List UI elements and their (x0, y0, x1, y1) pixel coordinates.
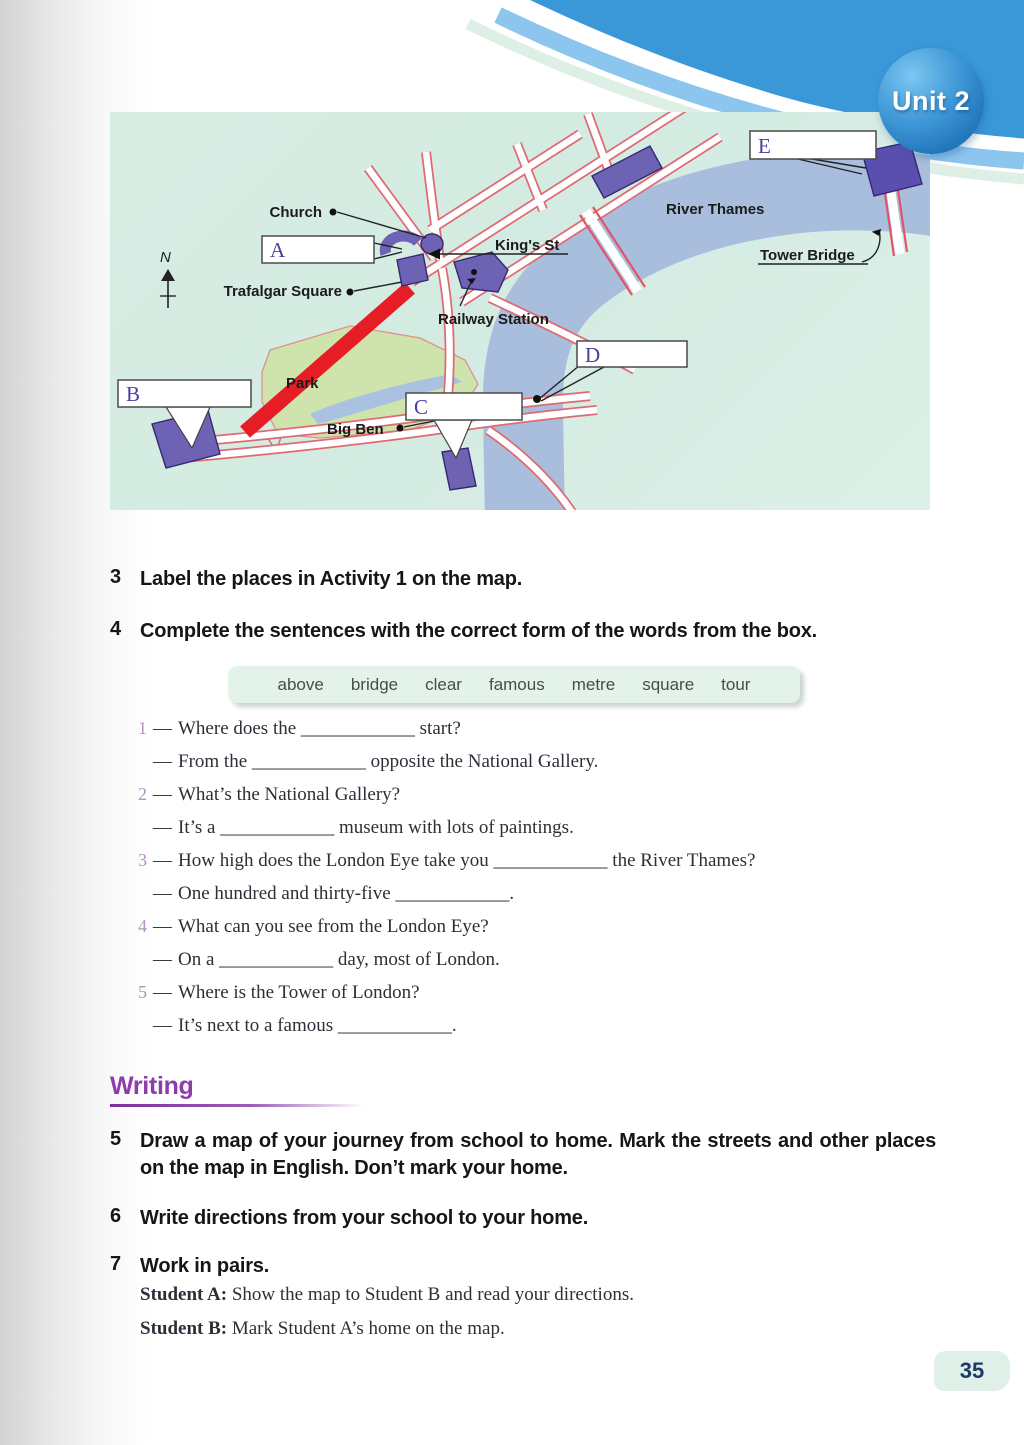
trafalgar-building (397, 254, 428, 286)
word-box-word: tour (721, 674, 751, 694)
label-church: Church (269, 204, 322, 221)
compass-n-letter: N (160, 249, 171, 266)
label-big-ben: Big Ben (327, 421, 384, 438)
label-railway-station: Railway Station (438, 311, 549, 328)
dialogue-line (138, 1015, 457, 1037)
compass-north (160, 249, 176, 308)
label-trafalgar-square: Trafalgar Square (223, 283, 342, 300)
page-number: 35 (959, 1358, 985, 1383)
national-gallery-building (385, 236, 418, 254)
box-letter-b: B (126, 382, 141, 406)
student-b-line (140, 1318, 505, 1340)
dialogue-text: What can you see from the London Eye? (178, 916, 489, 937)
word-box (228, 666, 800, 703)
dialogue-dash: — (153, 949, 172, 970)
dialogue-number: 2 (138, 784, 147, 804)
big-ben-building (442, 448, 476, 490)
dialogue-dash: — (153, 850, 172, 871)
dialogue-dash: — (153, 883, 172, 904)
dialogue-line (138, 817, 574, 839)
dialogue-line (138, 784, 400, 806)
dialogue-dash: — (153, 1015, 172, 1036)
exercise-7-text: Work in pairs. (140, 1255, 270, 1277)
label-park: Park (286, 375, 319, 392)
dialogue-text: What’s the National Gallery? (178, 784, 401, 805)
label-river-thames: River Thames (666, 201, 765, 218)
dialogue-dash: — (153, 751, 172, 772)
box-letter-a: A (270, 238, 286, 262)
box-letter-e: E (758, 134, 771, 158)
exercise-6-text: Write directions from your school to your home. (140, 1207, 589, 1229)
dialogue-line (138, 850, 755, 872)
label-kings-st: King's St (495, 237, 560, 254)
page-number-badge (934, 1351, 1010, 1391)
dialogue-line (138, 949, 500, 971)
dialogue-line (138, 883, 514, 905)
word-box-word: clear (425, 674, 462, 694)
dialogue-text: How high does the London Eye take you ____________ the River Thames? (178, 850, 756, 871)
dialogue-dash: — (153, 817, 172, 838)
exercise-3-text: Label the places in Activity 1 on the map. (140, 568, 523, 590)
dialogue-text: It’s next to a famous ____________. (178, 1015, 457, 1036)
dialogue-dash: — (153, 982, 172, 1003)
exercise-6-number: 6 (110, 1205, 122, 1227)
dialogue-line (138, 916, 489, 938)
exercise-3-number: 3 (110, 566, 122, 588)
student-b-text: Mark Student A’s home on the map. (227, 1318, 505, 1339)
unit-badge (878, 48, 984, 154)
dialogue-text: From the ____________ opposite the National Gallery. (178, 751, 599, 772)
dialogue-number: 3 (138, 850, 147, 870)
word-box-word: above (277, 674, 324, 694)
exercise-5-number: 5 (110, 1128, 122, 1150)
dialogue-line (138, 982, 420, 1004)
london-map (110, 112, 930, 510)
dialogue-dash: — (153, 916, 172, 937)
dialogue-dash: — (153, 718, 172, 739)
exercise-4-number: 4 (110, 618, 122, 640)
dialogue-text: One hundred and thirty-five ____________. (178, 883, 515, 904)
dialogue-line (138, 751, 598, 773)
word-box-word: metre (571, 674, 616, 694)
dialogue-text: Where does the ____________ start? (178, 718, 461, 739)
label-tower-bridge: Tower Bridge (760, 247, 855, 264)
student-a-label: Student A: (140, 1284, 228, 1305)
unit-badge-label: Unit 2 (891, 85, 970, 116)
student-a-text: Show the map to Student B and read your directions. (227, 1284, 634, 1305)
exercise-7-number: 7 (110, 1253, 122, 1275)
exercise-5-text: Draw a map of your journey from school to home. Mark the streets and other places on the map in English. Don’t mark your home. (140, 1130, 936, 1179)
dialogue-text: Where is the Tower of London? (178, 982, 420, 1003)
writing-heading: Writing (110, 1072, 194, 1100)
student-b-label: Student B: (140, 1318, 228, 1339)
dialogue-number: 5 (138, 982, 147, 1002)
railway-station-building (454, 252, 508, 292)
writing-underline (110, 1104, 364, 1107)
exercise-4-text: Complete the sentences with the correct form of the words from the box. (140, 620, 818, 642)
dialogue-dash: — (153, 784, 172, 805)
student-a-line (140, 1284, 634, 1306)
london-map-svg (110, 112, 930, 510)
word-box-word: square (642, 674, 695, 694)
dialogue-text: It’s a ____________ museum with lots of paintings. (178, 817, 574, 838)
dialogue-line (138, 718, 461, 740)
dialogue-number: 1 (138, 718, 147, 738)
dialogue-text: On a ____________ day, most of London. (178, 949, 500, 970)
box-letter-d: D (585, 343, 601, 367)
word-box-word: bridge (350, 674, 399, 694)
box-letter-c: C (414, 395, 429, 419)
dialogue-number: 4 (138, 916, 147, 936)
word-box-word: famous (488, 674, 545, 694)
